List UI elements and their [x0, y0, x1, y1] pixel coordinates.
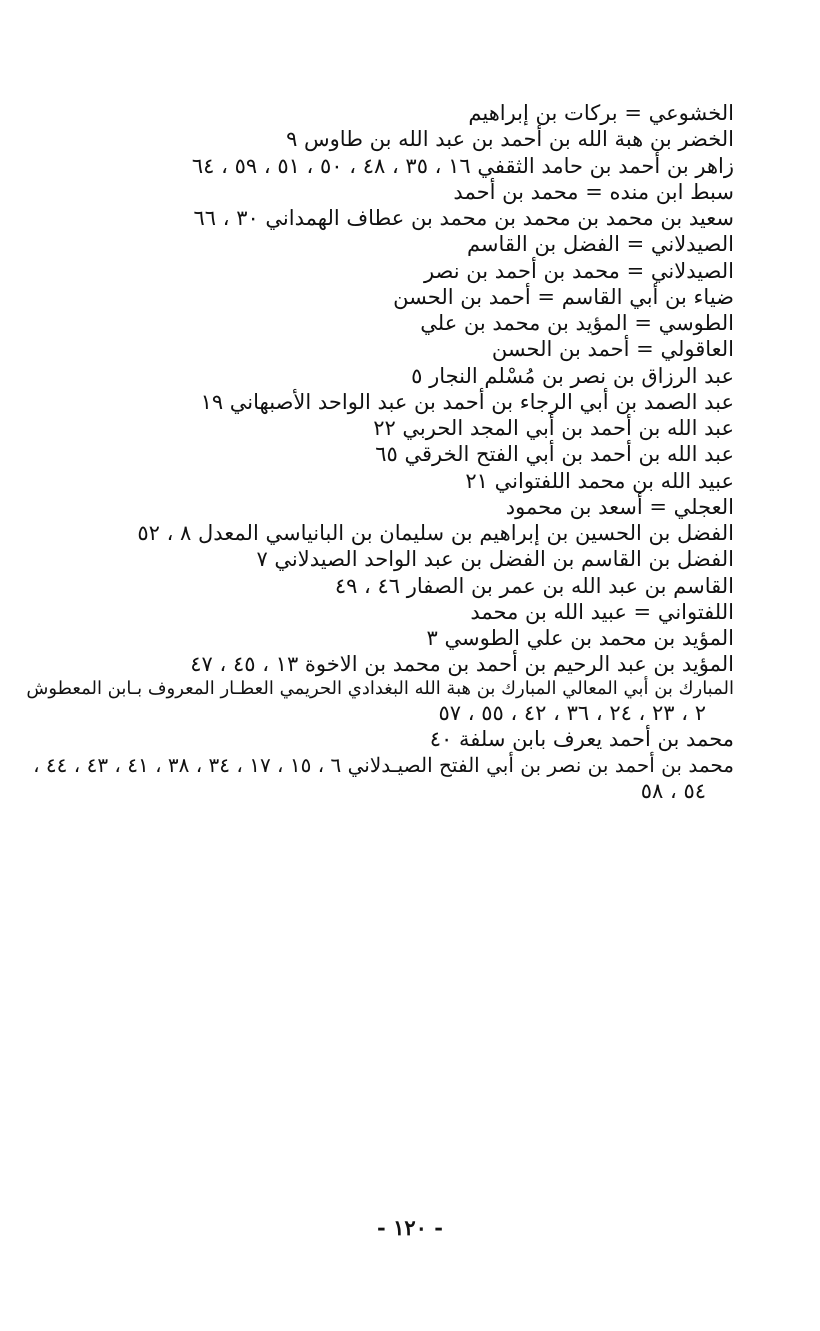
index-entry [19, 678, 734, 727]
index-entry [19, 415, 734, 441]
entry-text: عبد الصمد بن أبي الرجاء بن أحمد بن عبد الواحد الأصبهاني ١٩ [200, 389, 734, 414]
entry-text: الفضل بن القاسم بن الفضل بن عبد الواحد الصيدلاني ٧ [256, 547, 734, 572]
index-entry [19, 258, 734, 284]
index-entry [19, 753, 734, 804]
entry-text: زاهر بن أحمد بن حامد الثقفي ١٦ ، ٣٥ ، ٤٨ ، ٥٠ ، ٥١ ، ٥٩ ، ٦٤ [191, 153, 734, 178]
index-entry [19, 100, 734, 126]
entry-text: عبد الرزاق بن نصر بن مُسْلم النجار ٥ [411, 363, 734, 388]
entry-text: العاقولي = أحمد بن الحسن [491, 337, 734, 362]
entry-text: محمد بن أحمد بن نصر بن أبي الفتح الصيـدلاني ٦ ، ١٥ ، ١٧ ، ٣٤ ، ٣٨ ، ٤١ ، ٤٣ ، ٤٤ ، [33, 752, 734, 777]
index-entry [19, 389, 734, 415]
entry-text: القاسم بن عبد الله بن عمر بن الصفار ٤٦ ، ٤٩ [334, 573, 734, 598]
entry-text: الخضر بن هبة الله بن أحمد بن عبد الله بن طاوس ٩ [286, 127, 734, 152]
index-entry [19, 363, 734, 389]
entry-text: سبط ابن منده = محمد بن أحمد [453, 179, 734, 204]
entry-text: سعيد بن محمد بن محمد بن محمد بن عطاف الهمداني ٣٠ ، ٦٦ [193, 206, 734, 230]
index-entry [19, 153, 734, 179]
entry-text: محمد بن أحمد يعرف بابن سلفة ٤٠ [429, 727, 734, 752]
entry-text: الفضل بن الحسين بن إبراهيم بن سليمان بن البانياسي المعدل ٨ ، ٥٢ [137, 521, 734, 545]
index-entry [19, 205, 734, 231]
entry-text: العجلي = أسعد بن محمود [505, 494, 734, 519]
entry-continuation: ٢ ، ٢٣ ، ٢٤ ، ٣٦ ، ٤٢ ، ٥٥ ، ٥٧ [438, 701, 706, 725]
entry-text: عبد الله بن أحمد بن أبي الفتح الخرقي ٦٥ [375, 442, 734, 467]
index-entry [19, 573, 734, 599]
index-entry [19, 625, 734, 651]
index-entry [19, 179, 734, 205]
index-entry [19, 126, 734, 152]
index-entry [19, 310, 734, 336]
index-entry [19, 599, 734, 625]
index-entry [19, 520, 734, 546]
entry-text: الطوسي = المؤيد بن محمد بن علي [420, 311, 734, 335]
entry-text: ضياء بن أبي القاسم = أحمد بن الحسن [393, 284, 734, 309]
entry-text: المؤيد بن محمد بن علي الطوسي ٣ [426, 626, 734, 650]
entry-text: المؤيد بن عبد الرحيم بن أحمد بن محمد بن الاخوة ١٣ ، ٤٥ ، ٤٧ [190, 652, 734, 677]
entry-text: الصيدلاني = الفضل بن القاسم [466, 232, 734, 257]
entry-text: الخشوعي = بركات بن إبراهيم [468, 101, 734, 125]
index-entry [19, 726, 734, 752]
index-entry [19, 441, 734, 467]
entry-text: المبارك بن أبي المعالي المبارك بن هبة الله البغدادي الحريمي العطـار المعروف بـابن المعطوش [26, 677, 734, 699]
index-entry [19, 284, 734, 310]
index-entry [19, 336, 734, 362]
index-entry [19, 546, 734, 572]
entry-text: عبيد الله بن محمد اللفتواني ٢١ [465, 468, 734, 493]
entry-text: اللفتواني = عبيد الله بن محمد [470, 599, 734, 624]
entry-text: عبد الله بن أحمد بن أبي المجد الحربي ٢٢ [373, 416, 734, 440]
index-entries [19, 100, 734, 804]
index-entry [19, 468, 734, 494]
page-number: - ١٢٠ - [377, 1215, 443, 1240]
index-entry [19, 231, 734, 257]
entry-continuation: ٥٤ ، ٥٨ [640, 778, 706, 803]
index-entry [19, 651, 734, 677]
entry-text: الصيدلاني = محمد بن أحمد بن نصر [423, 258, 734, 283]
index-entry [19, 494, 734, 520]
